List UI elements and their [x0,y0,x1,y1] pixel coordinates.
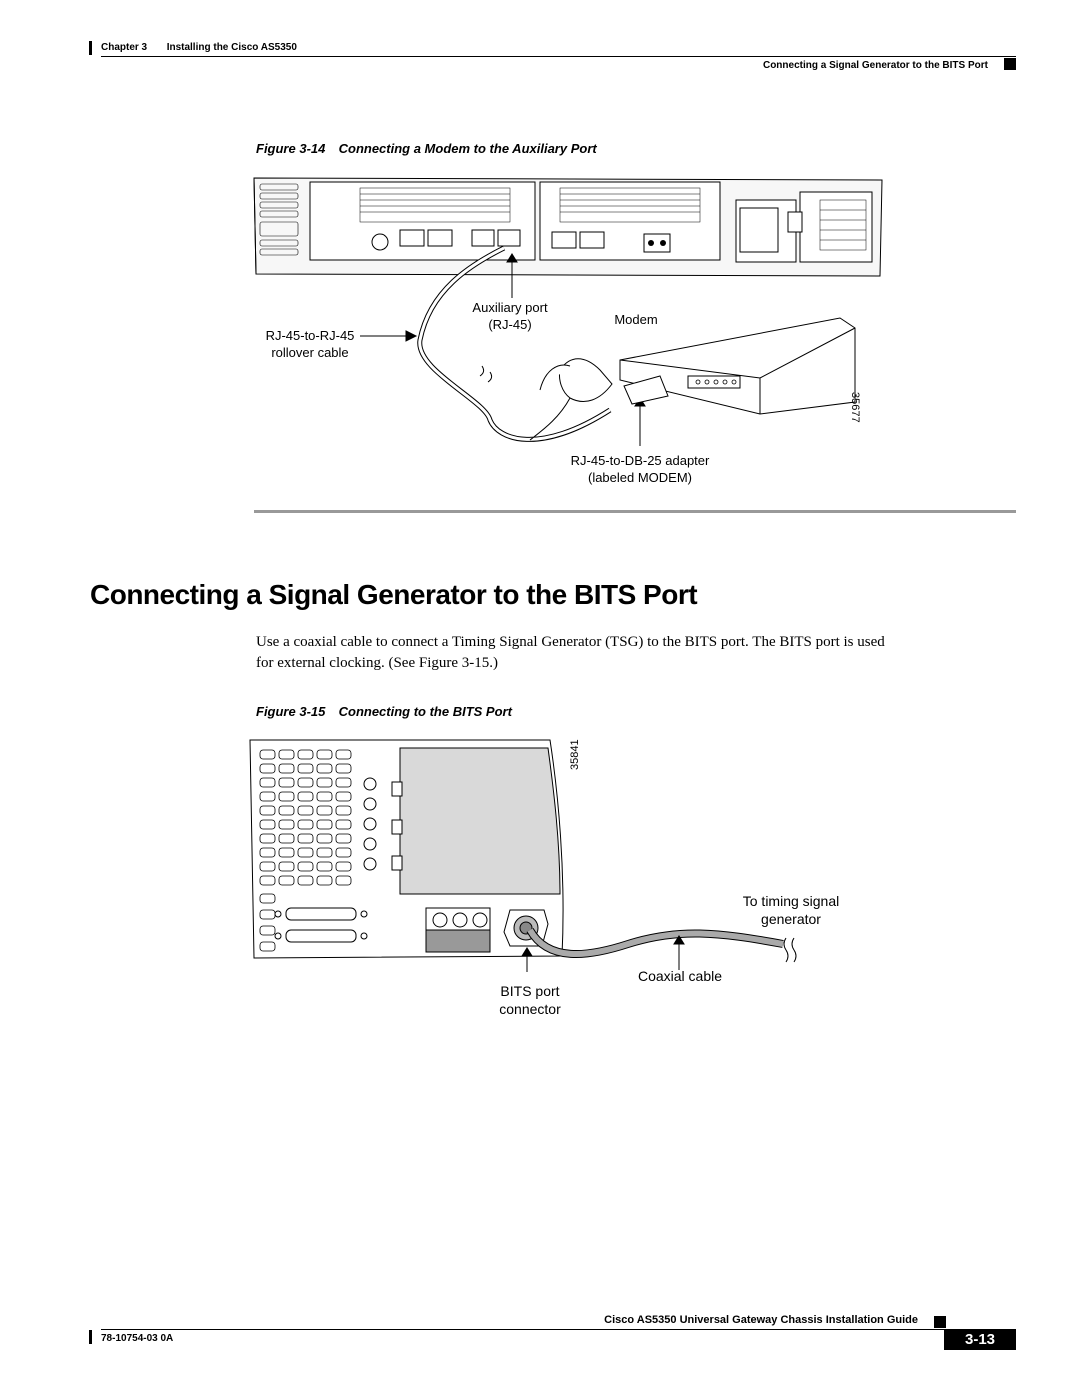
figure14-id: 35677 [849,392,861,423]
vent-slot [317,778,332,787]
footer-page-number: 3-13 [964,1331,996,1348]
vent-slot [260,942,275,951]
vent-slot [298,834,313,843]
header-chapter-number: Chapter 3 [101,42,148,53]
vent-slot [260,820,275,829]
figure15-illustration [248,732,808,972]
rollover-cable-label-line2: rollover cable [271,345,349,360]
vent-slot [279,862,294,871]
vent-slot [260,926,275,935]
vent-slot [336,806,351,815]
rollover-cable-label [255,327,365,361]
section-body-line2: for external clocking. (See Figure 3-15.) [256,655,498,671]
adapter-label-line1: RJ-45-to-DB-25 adapter [570,453,710,468]
vent-slot [298,862,313,871]
section-title: Connecting a Signal Generator to the BITS Port [90,579,698,610]
vent-slot [317,820,332,829]
vent-slot [298,764,313,773]
aux-port-label-line2: (RJ-45) [488,317,532,332]
vent-slot [260,792,275,801]
vent-slot [279,848,294,857]
vent-slot [336,792,351,801]
header-rule [101,56,1016,57]
vent-slot [279,834,294,843]
vent-slot [260,862,275,871]
figure14-caption-title: Connecting a Modem to the Auxiliary Port [338,141,597,156]
vent-slot [279,820,294,829]
vent-slot [260,806,275,815]
vent-slot [336,834,351,843]
vent-slot [260,764,275,773]
figure15-caption [256,704,512,719]
vent-slot [336,862,351,871]
modem-label: Modem [614,312,658,327]
figure14-caption [256,141,597,156]
vent-slot [298,792,313,801]
section-body-line1: Use a coaxial cable to connect a Timing Signal Generator (TSG) to the BITS port. The BITS port is used [256,634,885,650]
bits-port-label-line2: connector [499,1001,561,1017]
vent-slot [279,792,294,801]
header-right-block [1004,58,1016,70]
vent-slot [279,778,294,787]
vent-slot [336,764,351,773]
footer-doc-number: 78-10754-03 0A [101,1333,174,1344]
figure15-caption-title: Connecting to the BITS Port [338,704,512,719]
section-body [256,632,1026,674]
vent-slot [298,848,313,857]
vent-slot [317,806,332,815]
vent-slot [298,750,313,759]
vent-slot [317,750,332,759]
footer-guide-title: Cisco AS5350 Universal Gateway Chassis Installation Guide [604,1314,918,1326]
header-chapter [101,42,297,53]
vent-slot [336,778,351,787]
aux-port-label-line1: Auxiliary port [472,300,548,315]
header-chapter-title: Installing the Cisco AS5350 [166,42,297,53]
figure14-caption-number: Figure 3-14 [256,141,326,156]
vent-slot [260,910,275,919]
vent-slot [336,848,351,857]
figure14-bottom-rule [254,510,1016,513]
vent-slot [279,750,294,759]
tsg-label [726,892,856,928]
vent-slot [260,848,275,857]
vent-slot [298,806,313,815]
vent-slot [279,876,294,885]
header-section-running: Connecting a Signal Generator to the BITS Port [762,60,988,71]
vent-slot [298,820,313,829]
rollover-cable-label-line1: RJ-45-to-RJ-45 [265,328,355,343]
figure15-caption-number: Figure 3-15 [256,704,326,719]
vent-slot [260,778,275,787]
header-left-bar [89,41,92,55]
vent-slot [336,820,351,829]
vent-slot [317,862,332,871]
footer-rule [101,1329,1016,1330]
vent-slot [298,778,313,787]
vent-slot [279,806,294,815]
aux-port-label [455,299,565,333]
vent-slot [317,876,332,885]
tsg-label-line2: generator [761,911,821,927]
vent-slot [317,764,332,773]
tsg-label-line1: To timing signal [742,893,840,909]
adapter-label [555,452,725,486]
vent-slot [336,876,351,885]
vent-slot [260,834,275,843]
vent-slot [260,750,275,759]
vent-slot [260,894,275,903]
vent-slot [298,876,313,885]
footer-right-block [934,1316,946,1328]
bits-port-label [478,982,582,1018]
adapter-label-line2: (labeled MODEM) [587,470,693,485]
vent-slot [317,848,332,857]
bits-port-label-line1: BITS port [500,983,560,999]
vent-slot [317,834,332,843]
coax-label: Coaxial cable [637,968,723,984]
vent-slot [279,764,294,773]
vent-slot [336,750,351,759]
figure15-id: 35841 [569,739,581,770]
footer-page-number-box [944,1330,1016,1350]
vent-slot [317,792,332,801]
footer-left-bar [89,1330,92,1344]
vent-slot [260,876,275,885]
